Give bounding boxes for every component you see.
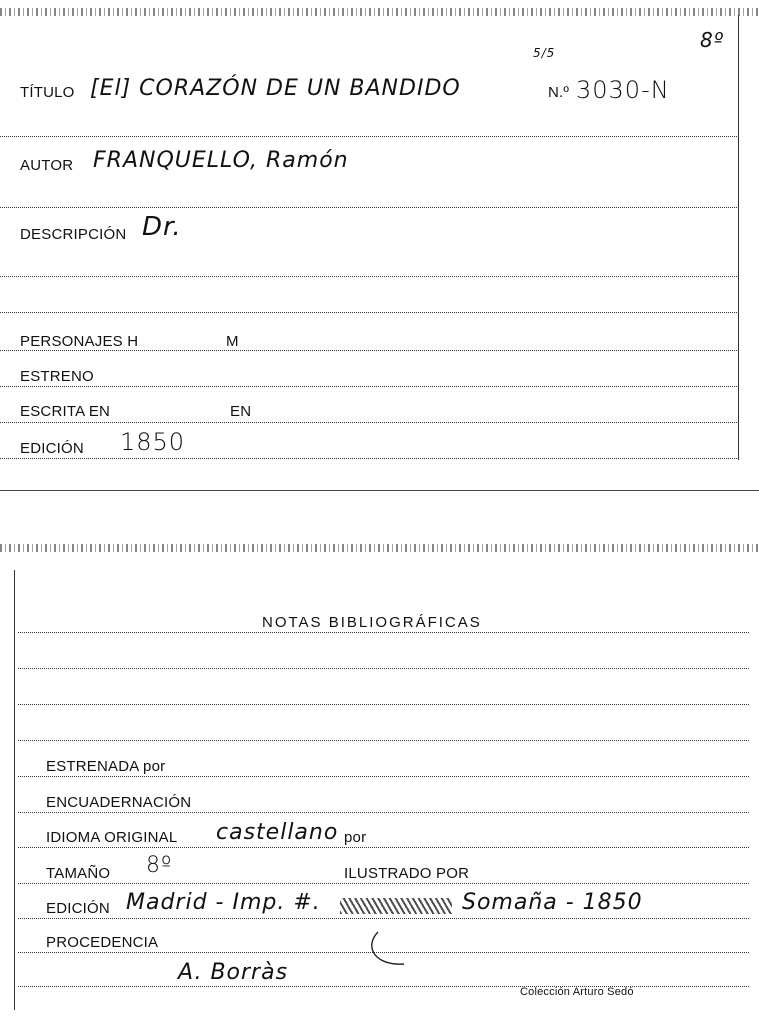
rule [18,883,749,884]
edicion-label: EDICIÓN [46,900,110,917]
rule [0,350,739,351]
rule [0,422,739,423]
catalog-card-front [0,0,759,495]
catalog-card-back [0,540,759,1028]
format-mark: 8º [700,28,725,52]
rule [0,386,739,387]
rule [18,918,749,919]
numero-label: N.º [548,84,570,101]
estreno-label: ESTRENO [20,368,94,385]
autor-label: AUTOR [20,157,74,174]
edicion-value-right: Somaña - 1850 [462,890,643,915]
rule [0,276,739,277]
coleccion-label: Colección Arturo Sedó [520,986,634,998]
card-right-border [738,15,739,460]
fraction-mark: 5/5 [533,46,556,60]
rule [18,847,749,848]
personajes-label: PERSONAJES H [20,333,139,350]
rule [18,704,749,705]
escrita-label: ESCRITA EN [20,403,111,420]
card-torn-edge [0,8,759,16]
card-bottom-edge [0,490,759,491]
en-label: EN [230,403,252,420]
rule [0,207,739,208]
descripcion-value: Dr. [142,212,182,242]
rule [0,136,739,137]
ilustrado-label: ILUSTRADO POR [344,865,470,882]
edicion-value: 1850 [120,428,186,456]
rule [0,312,739,313]
rule [18,740,749,741]
estrenada-label: ESTRENADA por [46,758,166,775]
crossed-out-text [340,898,452,914]
tamano-value: 8º [146,853,173,878]
procedencia-label: PROCEDENCIA [46,934,159,951]
titulo-label: TÍTULO [20,84,75,101]
edicion-label: EDICIÓN [20,440,84,457]
notas-title: NOTAS BIBLIOGRÁFICAS [262,614,482,631]
numero-value: 3030-N [576,76,670,104]
procedencia-value: A. Borràs [178,960,289,985]
idioma-label: IDIOMA ORIGINAL [46,829,178,846]
titulo-value: [El] CORAZÓN DE UN BANDIDO [90,76,461,101]
descripcion-label: DESCRIPCIÓN [20,226,127,243]
autor-value: FRANQUELLO, Ramón [93,148,349,173]
rule [18,776,749,777]
curve-mark [364,928,424,974]
rule [18,632,749,633]
rule [18,952,749,953]
idioma-value: castellano [216,820,339,845]
tamano-label: TAMAÑO [46,865,111,882]
card-left-border [14,570,15,1010]
rule [18,986,749,987]
idioma-por-label: por [344,829,367,846]
rule [18,812,749,813]
personajes-m-label: M [226,333,239,350]
rule [18,668,749,669]
encuadernacion-label: ENCUADERNACIÓN [46,794,192,811]
rule [0,458,739,459]
card-torn-edge [0,544,759,552]
edicion-value-left: Madrid - Imp. #. [126,890,321,915]
